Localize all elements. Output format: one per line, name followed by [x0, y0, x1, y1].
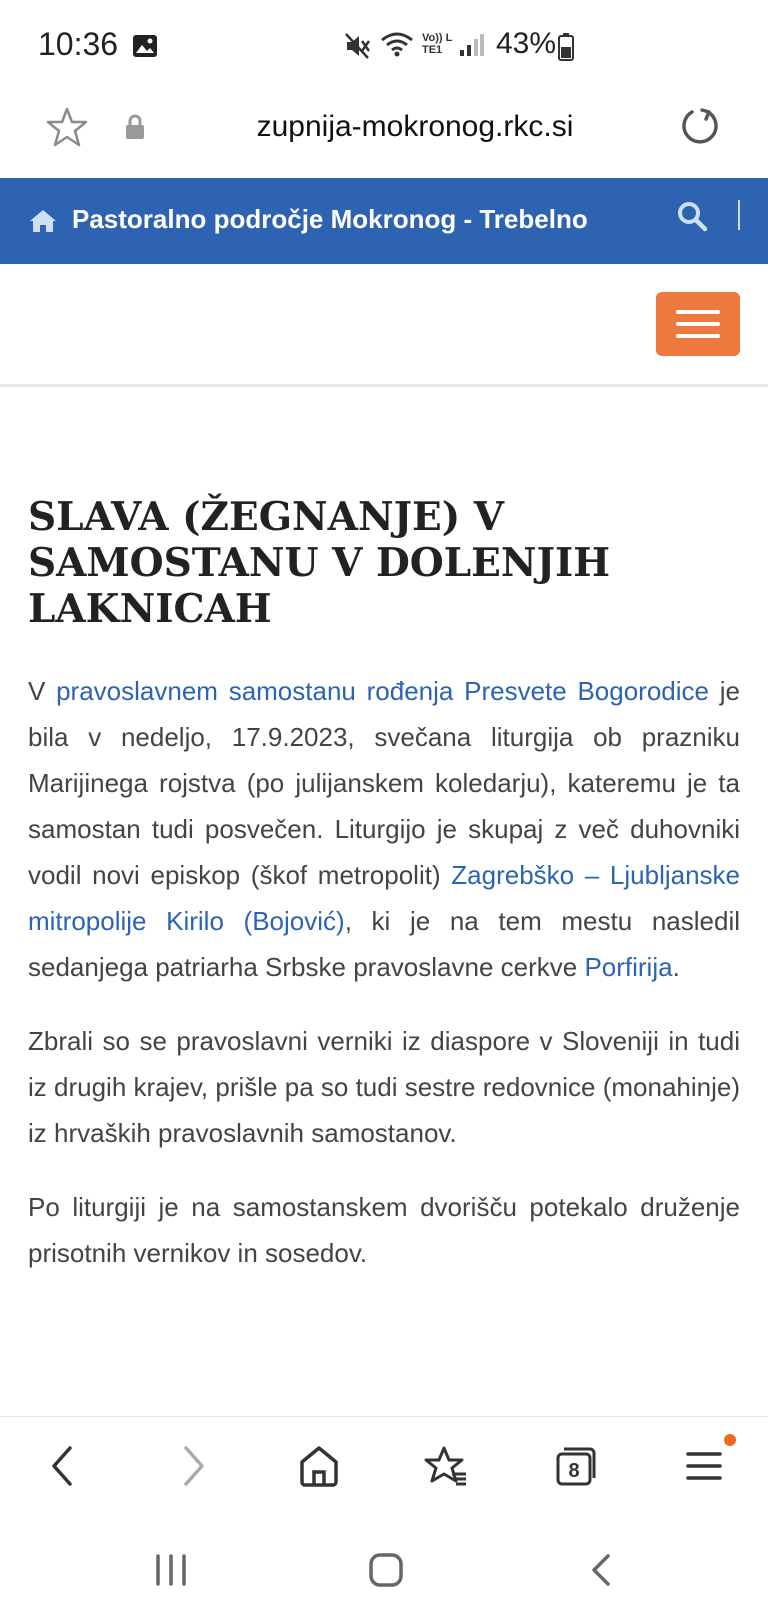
- article-title: SLAVA (ŽEGNANJE) V SAMOSTANU V DOLENJIH LAKNICAH: [28, 494, 611, 632]
- hamburger-bar: [676, 322, 720, 326]
- url-text[interactable]: zupnija-mokronog.rkc.si: [256, 110, 574, 143]
- paragraph-2: Zbrali so se pravoslavni verniki iz diaspore v Sloveniji in tudi iz drugih krajev, prišle pa so tudi sestre redovnice (monahinje) iz hrvaških pravoslavnih samostanov.: [28, 1026, 740, 1148]
- link-mitropolija[interactable]: Zagrebško – Ljubljanske mitropolije Kirilo (Bojović): [28, 860, 741, 936]
- bookmarks-icon[interactable]: [424, 1444, 468, 1493]
- mute-icon: [344, 32, 370, 65]
- status-bar: [0, 0, 768, 92]
- forward-icon[interactable]: [176, 1444, 210, 1493]
- paragraph-text: V: [28, 676, 57, 706]
- tabs-icon[interactable]: [554, 1444, 598, 1493]
- link-samostan[interactable]: pravoslavnem samostanu rođenja Presvete Bogorodice: [56, 676, 709, 706]
- hamburger-bar: [676, 310, 720, 314]
- star-icon[interactable]: [46, 106, 88, 153]
- paragraph-text: je bila v nedeljo, 17.9.2023, svečana liturgija ob prazniku Marijinega rojstva (po julijanskem koledarju), kateremu je ta samostan tudi posvečen. Liturgijo je skupaj z več duhovniki vodil novi episkop (škof metropolit): [28, 676, 740, 890]
- site-title[interactable]: Pastoralno področje Mokronog - Trebelno: [72, 204, 588, 234]
- battery-icon: [558, 33, 574, 66]
- wifi-icon: [380, 32, 414, 63]
- hamburger-bar: [676, 334, 720, 338]
- back-button-icon[interactable]: [588, 1552, 616, 1593]
- back-icon[interactable]: [46, 1444, 80, 1493]
- article-body: [28, 668, 740, 1304]
- volte-icon: Vo)) LTE1: [422, 32, 453, 56]
- search-icon[interactable]: [676, 200, 708, 237]
- signal-icon: [458, 32, 484, 63]
- home-icon[interactable]: [28, 208, 58, 239]
- tab-count: 8: [568, 1460, 580, 1482]
- reload-icon[interactable]: [680, 106, 720, 151]
- home-button-icon[interactable]: [368, 1552, 404, 1593]
- recents-icon[interactable]: [154, 1552, 188, 1593]
- battery-percent: 43%: [496, 27, 557, 60]
- menu-icon[interactable]: [686, 1444, 722, 1493]
- browser-home-icon[interactable]: [298, 1444, 340, 1493]
- paragraph-text: , ki je na tem mestu nasledil sedanjega patriarha Srbske pravoslavne cerkve: [28, 906, 740, 982]
- lock-icon: [124, 114, 146, 145]
- image-icon: [132, 34, 158, 63]
- paragraph-text: .: [672, 952, 680, 982]
- browser-toolbar: [0, 1416, 768, 1517]
- menu-toggle-button[interactable]: [656, 292, 740, 356]
- paragraph-3: Po liturgiji je na samostanskem dvorišču potekalo druženje prisotnih vernikov in sosedov.: [28, 1192, 740, 1268]
- status-time: 10:36: [38, 26, 119, 62]
- notification-dot: [724, 1434, 736, 1446]
- paragraph-1: [28, 668, 740, 990]
- header-divider: [738, 200, 740, 230]
- site-nav: [0, 264, 768, 387]
- link-porfirij[interactable]: Porfirija: [584, 952, 673, 982]
